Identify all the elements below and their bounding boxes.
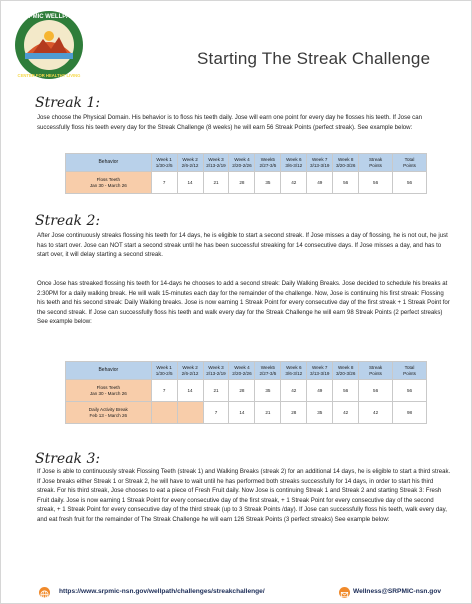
cell-line-2: 2/20-2/26 — [232, 162, 252, 168]
table-header-cell — [333, 154, 359, 172]
table-header-cell — [307, 154, 333, 172]
table-cell: 35 — [307, 402, 333, 424]
cell-line-1: Week 7 — [312, 364, 328, 370]
table-header-row — [66, 362, 427, 380]
table-header-cell — [359, 154, 393, 172]
table-cell: 56 — [393, 172, 427, 194]
cell-line-2: 3/13-3/19 — [310, 162, 330, 168]
behavior-cell — [66, 172, 152, 194]
table-cell: 14 — [177, 172, 203, 194]
cell-line-1: Week5 — [260, 364, 275, 370]
cell-line-1: Week 8 — [337, 156, 354, 162]
cell-line-2: Jan 30 - March 26 — [89, 182, 127, 188]
table-header-cell — [281, 362, 307, 380]
table-cell: 42 — [281, 172, 307, 194]
table-header-cell — [359, 362, 393, 380]
table-header-cell — [203, 154, 229, 172]
table-cell: 28 — [229, 172, 255, 194]
table-cell: 42 — [281, 380, 307, 402]
cell-line-1: Behavior — [98, 366, 119, 373]
table-cell: 7 — [151, 380, 177, 402]
table-cell: 35 — [255, 380, 281, 402]
table-cell: 42 — [333, 402, 359, 424]
streak-3-paragraph: If Jose is able to continuously streak Flossing Teeth (streak 1) and Walking Breaks (streak 2) for an additional 14 days, he is eligible to start a third streak. If Jose breaks either Streak 1 or Streak 2, he will have to wait until he has performed both streaks successfully for 14 days, in order to start his third streak. For his third streak, Jose chooses to eat a piece of Fresh Fruit daily. Now Jose is continuing Streak 1 and Streak 2 and starting Streak 3: Fresh Fruit daily. Jose is now earning 1 Streak Point for every consecutive day of the first streak, + 1 Streak Point for every consecutive day of the second streak, + 1 Streak Point for every consecutive day of the third streak (up to 3 Streak Points /day). If Jose can successfully floss his teeth, walk every day, and eat fresh fruit for the remainder of The Streak Challenge he will earn 126 Streak Points (3 perfect streaks) See example below: — [37, 468, 451, 523]
cell-line-1: Week 7 — [312, 156, 328, 162]
cell-line-2: Points — [369, 370, 382, 376]
table-row — [66, 172, 427, 194]
footer-url-link[interactable]: https://www.srpmic-nsn.gov/wellpath/challenges/streakchallenge/ — [59, 588, 265, 595]
streak-1-paragraph: Jose choose the Physical Domain. His behavior is to floss his teeth daily. Jose will earn one point for every day he flosses his teeth. If Jose can successfully floss his teeth every day for the Streak Challenge (8 weeks) he will earn 56 Streak Points (perfect streak). See example below: — [37, 114, 423, 131]
cell-line-2: 2/27-3/5 — [259, 370, 277, 376]
cell-line-1: Streak — [368, 364, 383, 370]
table-cell: 49 — [307, 172, 333, 194]
cell-line-1: Week 6 — [286, 364, 302, 370]
table-header-row — [66, 154, 427, 172]
table-cell — [177, 402, 203, 424]
cell-line-2: Points — [403, 370, 416, 376]
cell-line-1: Week 6 — [286, 156, 302, 162]
cell-line-1: Week 3 — [208, 156, 224, 162]
table-header-cell — [177, 154, 203, 172]
cell-line-2: Jan 30 - March 26 — [89, 390, 127, 396]
table-header-cell — [229, 154, 255, 172]
cell-line-1: Week 1 — [156, 156, 172, 162]
behavior-cell — [66, 380, 152, 402]
cell-line-1: Week 8 — [337, 364, 354, 370]
cell-line-1: Week 3 — [208, 364, 224, 370]
streak-2-paragraph-2: Once Jose has streaked flossing his teeth for 14-days he chooses to add a second streak: Daily Walking Breaks. Jose decided to schedule his breaks at 2:30PM for a daily walking break. He will walk 15-minutes each day for the remainder of the challenge. Now, Jose is continuing his first streak: Flossing his teeth and his second streak: Daily Walking breaks. Jose is now earning 1 Streak Point for every consecutive day of the first streak + 1 Streak Point for the second streak. If Jose can successfully floss his teeth and walk every day for the Streak Challenge he will earn 98 Streak Points (2 perfect streaks) See example below: — [37, 280, 450, 326]
table-cell: 35 — [255, 172, 281, 194]
table-header-cell — [307, 362, 333, 380]
table-cell: 56 — [359, 380, 393, 402]
cell-line-2: Points — [403, 162, 416, 168]
page-title: Starting The Streak Challenge — [197, 49, 431, 68]
table-cell: 21 — [255, 402, 281, 424]
table-header-cell — [393, 362, 427, 380]
behavior-cell — [66, 402, 152, 424]
table-cell: 56 — [393, 380, 427, 402]
table-cell: 42 — [359, 402, 393, 424]
table-header-cell — [333, 362, 359, 380]
streak-1-table — [65, 153, 427, 194]
table-cell: 56 — [333, 172, 359, 194]
table-cell: 7 — [151, 172, 177, 194]
cell-line-2: 3/20-3/26 — [335, 162, 356, 168]
table-cell: 49 — [307, 380, 333, 402]
table-cell: 21 — [203, 172, 229, 194]
email-icon — [339, 587, 350, 598]
cell-line-2: 2/6-2/12 — [181, 162, 199, 168]
table-cell: 14 — [229, 402, 255, 424]
streak-2-heading: Streak 2: — [35, 213, 101, 229]
cell-line-1: Week 4 — [234, 364, 250, 370]
globe-icon — [39, 587, 50, 598]
cell-line-2: 3/6-3/12 — [285, 370, 303, 376]
cell-line-2: 3/20-3/26 — [335, 370, 356, 376]
streak-2-paragraph-1: After Jose continuously streaks flossing his teeth for 14 days, he is eligible to start a second streak. If Jose misses a day of flossing, he is not out, he just has to start over. Jose can NOT start a second streak until he has been successful streaking for 14 consecutive days. If Jose misses a day, and has to start over, it will delay starting a second streak. — [37, 232, 448, 259]
cell-line-1: Total — [404, 364, 415, 370]
table-row — [66, 380, 427, 402]
table-header-cell — [393, 154, 427, 172]
cell-line-2: Points — [369, 162, 382, 168]
table-row — [66, 402, 427, 424]
cell-line-2: 3/13-3/19 — [310, 370, 330, 376]
cell-line-1: Floss Teeth — [96, 176, 121, 182]
table-header-cell — [151, 362, 177, 380]
table-header-cell — [203, 362, 229, 380]
cell-line-2: 3/6-3/12 — [285, 162, 303, 168]
cell-line-1: Daily Activity Break — [88, 406, 128, 412]
streak-1-heading: Streak 1: — [35, 95, 101, 111]
table-header-cell — [255, 362, 281, 380]
table-header-cell — [66, 362, 152, 380]
footer-email-link[interactable]: Wellness@SRPMIC-nsn.gov — [353, 588, 442, 595]
cell-line-1: Week 4 — [234, 156, 250, 162]
table-cell: 28 — [229, 380, 255, 402]
table-cell: 21 — [203, 380, 229, 402]
cell-line-1: Floss Teeth — [96, 384, 121, 390]
cell-line-2: 2/20-2/26 — [232, 370, 252, 376]
logo-text-bottom: CENTER FOR HEALTHY LIVING — [17, 73, 81, 78]
cell-line-1: Streak — [368, 156, 383, 162]
table-header-cell — [255, 154, 281, 172]
streak-2-table — [65, 361, 427, 424]
cell-line-1: Week5 — [260, 156, 275, 162]
cell-line-1: Week 2 — [182, 364, 198, 370]
cell-line-1: Total — [404, 156, 415, 162]
streak-3-heading: Streak 3: — [35, 451, 101, 467]
cell-line-1: Week 1 — [156, 364, 172, 370]
cell-line-2: 2/27-3/5 — [259, 162, 277, 168]
table-cell: 7 — [203, 402, 229, 424]
table-header-cell — [229, 362, 255, 380]
table-cell: 56 — [333, 380, 359, 402]
cell-line-2: 1/30-2/5 — [155, 370, 173, 376]
cell-line-1: Behavior — [98, 158, 119, 165]
logo-text-top: SRPMIC WELLPATH — [20, 14, 78, 20]
table-header-cell — [151, 154, 177, 172]
table-header-cell — [281, 154, 307, 172]
srpmic-wellpath-logo — [13, 9, 85, 81]
cell-line-2: 2/13-2/19 — [206, 370, 226, 376]
table-cell: 28 — [281, 402, 307, 424]
cell-line-1: Week 2 — [182, 156, 198, 162]
table-header-cell — [66, 154, 152, 172]
table-cell: 98 — [393, 402, 427, 424]
cell-line-2: 2/6-2/12 — [181, 370, 199, 376]
table-header-cell — [177, 362, 203, 380]
cell-line-2: 1/30-2/5 — [155, 162, 173, 168]
table-cell — [151, 402, 177, 424]
cell-line-2: 2/13-2/19 — [206, 162, 226, 168]
table-cell: 56 — [359, 172, 393, 194]
cell-line-2: Feb 13 - March 26 — [89, 412, 128, 418]
table-cell: 14 — [177, 380, 203, 402]
